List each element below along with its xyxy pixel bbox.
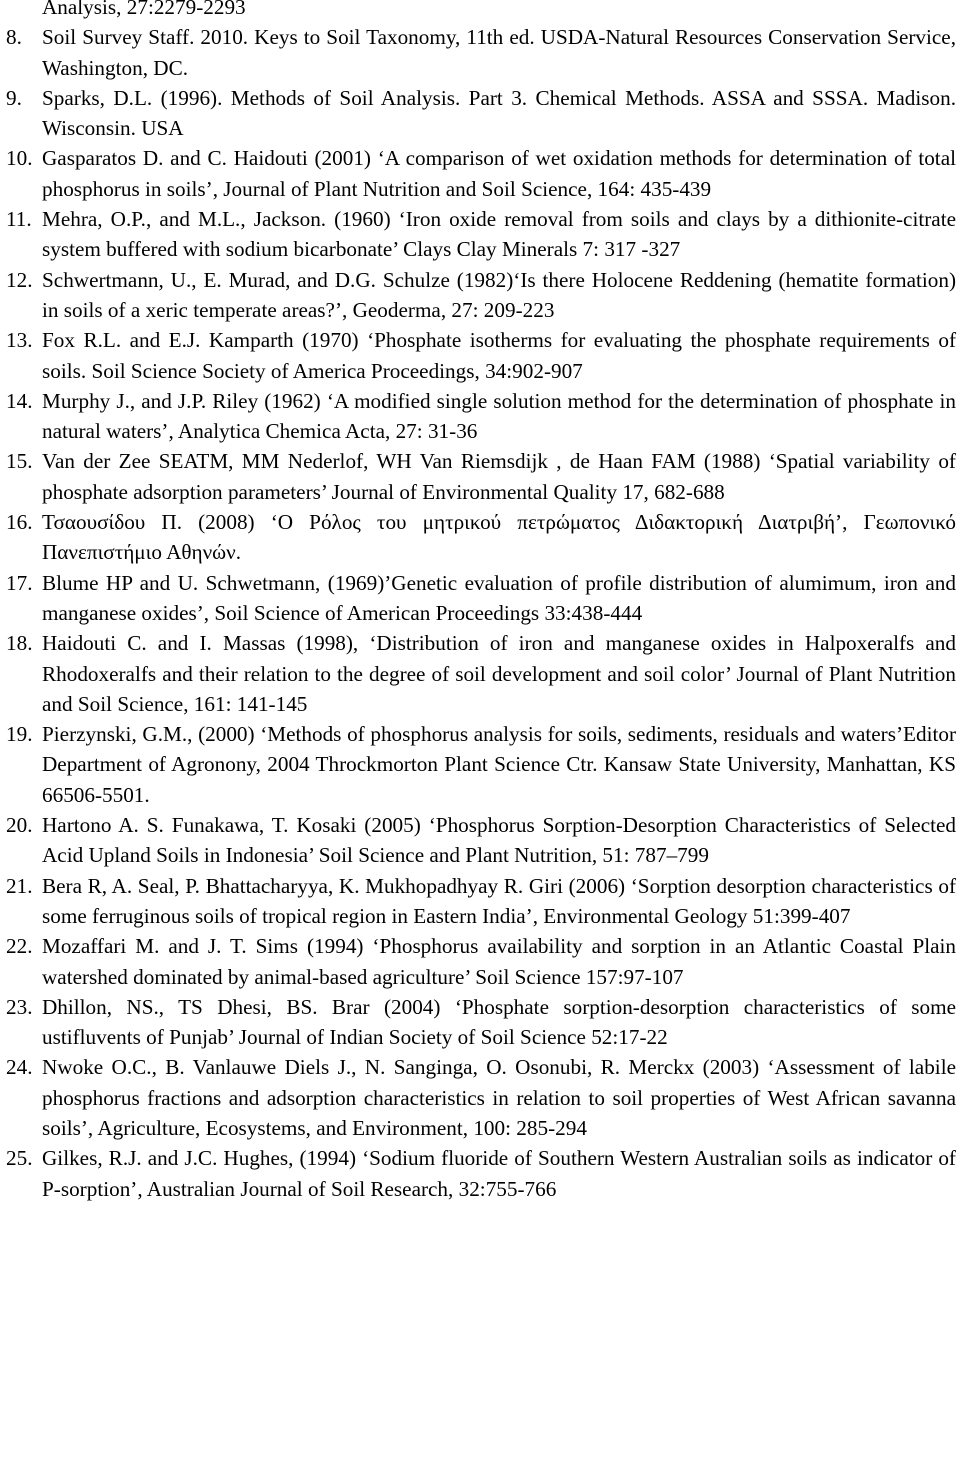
- reference-text: Haidouti C. and I. Massas (1998), ‘Distribution of iron and manganese oxides in Halpoxeralfs and Rhodoxeralfs and their relation to the degree of soil development and soil color’ Journal of Plant Nutrition and Soil Science, 161: 141-145: [42, 631, 956, 716]
- reference-number: 22.: [6, 934, 33, 959]
- reference-text: Fox R.L. and E.J. Kamparth (1970) ‘Phosphate isotherms for evaluating the phosphate requirements of soils. Soil Science Society of America Proceedings, 34:902-907: [42, 328, 956, 383]
- reference-number: 18.: [6, 631, 33, 656]
- reference-item: [6, 143, 956, 204]
- continuation-line: Analysis, 27:2279-2293: [42, 0, 246, 19]
- reference-item: [6, 992, 956, 1053]
- reference-item: [6, 871, 956, 932]
- reference-text: Gilkes, R.J. and J.C. Hughes, (1994) ‘Sodium fluoride of Southern Western Australian soils as indicator of P-sorption’, Australian Journal of Soil Research, 32:755-766: [42, 1146, 956, 1201]
- reference-text: Bera R, A. Seal, P. Bhattacharyya, K. Mukhopadhyay R. Giri (2006) ‘Sorption desorption characteristics of some ferruginous soils of tropical region in Eastern India’, Environmental Geology 51:399-407: [42, 873, 956, 928]
- reference-text: Pierzynski, G.M., (2000) ‘Methods of phosphorus analysis for soils, sediments, residuals and waters’Editor Department of Agronony, 2004 Throckmorton Plant Science Ctr. Kansaw State University, Manhattan, KS 66506-5501.: [42, 722, 956, 807]
- reference-item: [6, 719, 956, 810]
- reference-text: Nwoke O.C., B. Vanlauwe Diels J., N. Sanginga, O. Osonubi, R. Merckx (2003) ‘Assessment of labile phosphorus fractions and adsorption characteristics in relation to soil properties of West African savanna soils’, Agriculture, Ecosystems, and Environment, 100: 285-294: [42, 1055, 956, 1140]
- reference-number: 20.: [6, 813, 33, 838]
- reference-text: Blume HP and U. Schwetmann, (1969)’Genetic evaluation of profile distribution of alumimum, iron and manganese oxides’, Soil Science of American Proceedings 33:438-444: [42, 570, 956, 625]
- reference-text: Mehra, O.P., and M.L., Jackson. (1960) ‘Iron oxide removal from soils and clays by a dithionite-citrate system buffered with sodium bicarbonate’ Clays Clay Minerals 7: 317 -327: [42, 207, 956, 262]
- reference-number: 21.: [6, 873, 33, 898]
- reference-number: 13.: [6, 328, 33, 353]
- reference-item: [6, 1052, 956, 1143]
- reference-number: 24.: [6, 1055, 33, 1080]
- reference-text: Gasparatos D. and C. Haidouti (2001) ‘A comparison of wet oxidation methods for determination of total phosphorus in soils’, Journal of Plant Nutrition and Soil Science, 164: 435-439: [42, 146, 956, 201]
- reference-list: [6, 22, 956, 1204]
- reference-text: Τσαουσίδου Π. (2008) ‘Ο Ρόλος του μητρικού πετρώματος Διδακτορική Διατριβή’, Γεωπονικό Πανεπιστήμιο Αθηνών.: [42, 510, 956, 565]
- reference-item: [6, 446, 956, 507]
- reference-number: 17.: [6, 570, 33, 595]
- reference-item: [6, 386, 956, 447]
- reference-text: Hartono A. S. Funakawa, T. Kosaki (2005) ‘Phosphorus Sorption-Desorption Characteristics of Selected Acid Upland Soils in Indonesia’ Soil Science and Plant Nutrition, 51: 787–799: [42, 813, 956, 868]
- reference-text: Mozaffari M. and J. T. Sims (1994) ‘Phosphorus availability and sorption in an Atlantic Coastal Plain watershed dominated by animal-based agriculture’ Soil Science 157:97-107: [42, 934, 956, 989]
- reference-number: 8.: [6, 25, 22, 50]
- reference-item: [6, 507, 956, 568]
- reference-item: [6, 204, 956, 265]
- reference-number: 23.: [6, 994, 33, 1019]
- reference-number: 16.: [6, 510, 33, 535]
- reference-item: [6, 83, 956, 144]
- reference-number: 19.: [6, 722, 33, 747]
- reference-text: Schwertmann, U., E. Murad, and D.G. Schulze (1982)‘Is there Holocene Reddening (hematite formation) in soils of a xeric temperate areas?’, Geoderma, 27: 209-223: [42, 267, 956, 322]
- reference-number: 25.: [6, 1146, 33, 1171]
- reference-text: Sparks, D.L. (1996). Methods of Soil Analysis. Part 3. Chemical Methods. ASSA and SSSA. Madison. Wisconsin. USA: [42, 85, 956, 141]
- reference-text: Van der Zee SEATM, MM Nederlof, WH Van Riemsdijk , de Haan FAM (1988) ‘Spatial variability of phosphate adsorption parameters’ Journal of Environmental Quality 17, 682-688: [42, 449, 956, 504]
- reference-item: [6, 810, 956, 871]
- reference-text: Dhillon, NS., TS Dhesi, BS. Brar (2004) ‘Phosphate sorption-desorption characteristics of some ustifluvents of Punjab’ Journal of Indian Society of Soil Science 52:17-22: [42, 994, 956, 1050]
- reference-number: 14.: [6, 388, 33, 413]
- reference-number: 11.: [6, 207, 32, 232]
- reference-item: [6, 568, 956, 629]
- reference-number: 10.: [6, 146, 33, 171]
- reference-item: [6, 628, 956, 719]
- reference-number: 12.: [6, 267, 33, 292]
- reference-number: 15.: [6, 449, 33, 474]
- reference-text: Murphy J., and J.P. Riley (1962) ‘A modified single solution method for the determination of phosphate in natural waters’, Analytica Chemica Acta, 27: 31-36: [42, 388, 956, 444]
- reference-item: [6, 265, 956, 326]
- reference-number: 9.: [6, 85, 22, 110]
- reference-text: Soil Survey Staff. 2010. Keys to Soil Taxonomy, 11th ed. USDA-Natural Resources Conservation Service, Washington, DC.: [42, 25, 956, 80]
- reference-item: [6, 22, 956, 83]
- reference-item: [6, 931, 956, 992]
- reference-item: [6, 325, 956, 386]
- reference-item: [6, 1143, 956, 1204]
